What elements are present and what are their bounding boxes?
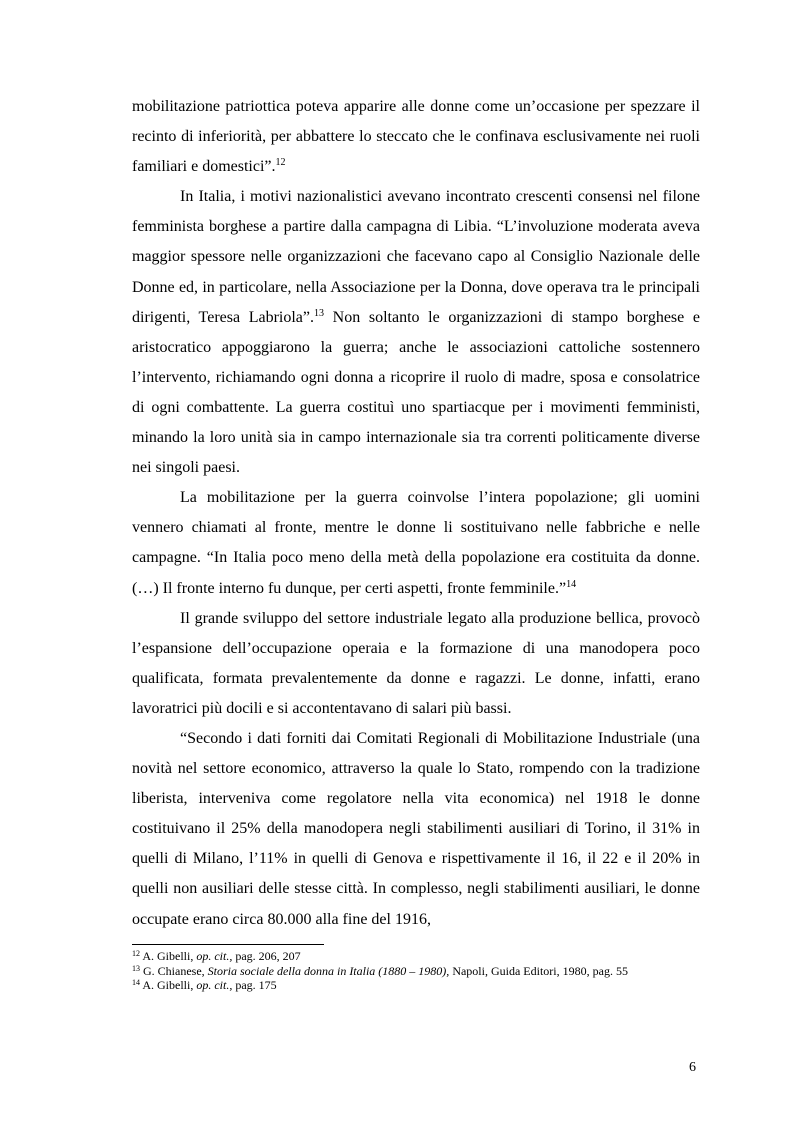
page-number: 6 [689, 1060, 696, 1075]
paragraph-text-continued: Non soltanto le organizzazioni di stampo borghese e aristocratico appoggiarono la guerra; anche le associazioni cattoliche sostennero l’intervento, richiamando ogni donna a ricoprire il ruolo di madre, sposa e consolatrice di ogni combattente. La guerra costituì uno spartiacque per i movimenti femministi, minando la loro unità sia in campo internazionale sia tra correnti politicamente diverse nei singoli paesi. [132, 308, 700, 477]
footnote [132, 964, 712, 979]
footnote-ref: 12 [275, 157, 286, 169]
footnote-text: A. Gibelli, [140, 978, 197, 992]
paragraph [132, 604, 700, 724]
footnote-ref: 13 [314, 307, 325, 319]
footnote-number: 14 [132, 978, 140, 987]
paragraph [132, 182, 700, 483]
footnote-text: G. Chianese, [140, 963, 208, 978]
footnote-separator [132, 944, 324, 945]
footnote-ref: 14 [566, 578, 577, 590]
footnote [132, 949, 712, 964]
footnote-text: A. Gibelli, [140, 949, 197, 963]
footnote-italic: op. cit., [196, 949, 233, 963]
footnote-italic: Storia sociale della donna in Italia (1880 – 1980), [207, 963, 450, 978]
footnote-text-end: Napoli, Guida Editori, 1980, pag. 55 [449, 963, 628, 978]
footnote-italic: op. cit., [196, 978, 233, 992]
footnote-number: 12 [132, 949, 140, 958]
body-text [132, 92, 700, 935]
paragraph-text: mobilitazione patriottica poteva apparire alle donne come un’occasione per spezzare il recinto di inferiorità, per abbattere lo steccato che le confinava esclusivamente nei ruoli familiari e domestici”. [132, 98, 700, 176]
footnote-text-end: pag. 175 [232, 978, 277, 992]
paragraph-text: In Italia, i motivi nazionalistici avevano incontrato crescenti consensi nel filone femminista borghese a partire dalla campagna di Libia. “L’involuzione moderata aveva maggior spessore nelle organizzazioni che facevano capo al Consiglio Nazionale delle Donne ed, in particolare, nella Associazione per la Donna, dove operava tra le principali dirigenti, Teresa Labriola”. [132, 188, 700, 326]
paragraph [132, 92, 700, 182]
paragraph-text: “Secondo i dati forniti dai Comitati Regionali di Mobilitazione Industriale (una novità nel settore economico, attraverso la quale lo Stato, rompendo con la tradizione liberista, interveniva come regolatore nella vita economica) nel 1918 le donne costituivano il 25% della manodopera negli stabilimenti ausiliari di Torino, il 31% in quelli di Milano, l’11% in quelli di Genova e rispettivamente il 16, il 22 e il 20% in quelli non ausiliari delle stesse città. In complesso, negli stabilimenti ausiliari, le donne occupate erano circa 80.000 alla fine del 1916, [132, 729, 700, 928]
footnote-number: 13 [132, 963, 140, 973]
paragraph [132, 724, 700, 935]
paragraph-text: La mobilitazione per la guerra coinvolse l’intera popolazione; gli uomini vennero chiamati al fronte, mentre le donne li sostituivano nelle fabbriche e nelle campagne. “In Italia poco meno della metà della popolazione era costituita da donne. (…) Il fronte interno fu dunque, per certi aspetti, fronte femminile.” [132, 489, 700, 597]
footnotes [132, 949, 712, 993]
footnote [132, 978, 712, 993]
paragraph [132, 483, 700, 603]
paragraph-text: Il grande sviluppo del settore industriale legato alla produzione bellica, provocò l’espansione dell’occupazione operaia e la formazione di una manodopera poco qualificata, formata prevalentemente da donne e ragazzi. Le donne, infatti, erano lavoratrici più docili e si accontentavano di salari più bassi. [132, 609, 700, 717]
footnote-text-end: pag. 206, 207 [232, 949, 301, 963]
